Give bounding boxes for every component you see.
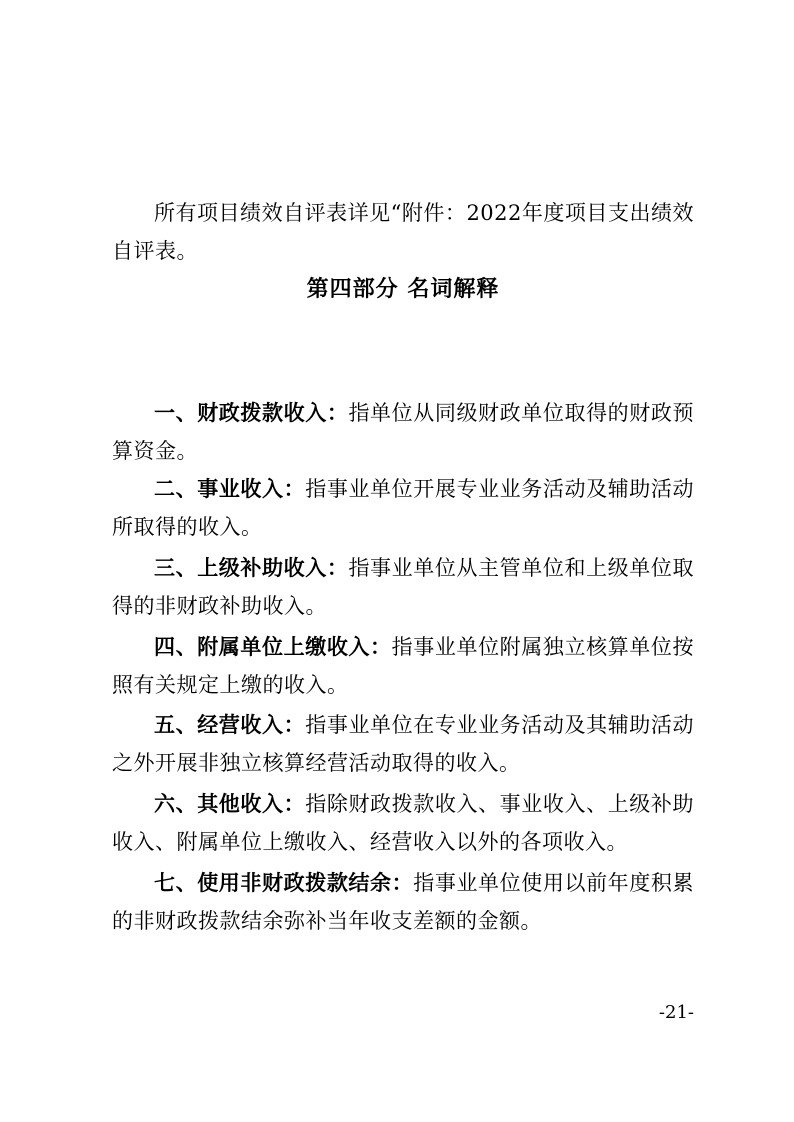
definition-text: 指事业单位从主管单位和上级单位取得的非财政补助收入。 [112,556,694,618]
definition-text: 指事业单位使用以前年度积累的非财政拨款结余弥补当年收支差额的金额。 [112,871,694,933]
definition-term: 四、附属单位上缴收入： [154,635,392,659]
definition-item [112,706,694,782]
definition-term: 五、经营收入： [154,713,306,737]
definition-text: 指除财政拨款收入、事业收入、上级补助收入、附属单位上缴收入、经营收入以外的各项收入。 [112,792,695,854]
definition-item [112,394,694,470]
definition-text: 指事业单位在专业业务活动及其辅助活动之外开展非独立核算经营活动取得的收入。 [112,713,695,775]
definition-term: 六、其他收入： [154,792,306,816]
definition-item [112,864,694,940]
definition-term: 一、财政拨款收入： [154,401,349,425]
definition-item [112,628,694,704]
section-title: 第四部分 名词解释 [306,277,500,302]
page-number: -21- [658,1002,694,1023]
definition-term: 七、使用非财政拨款结余： [154,871,414,895]
definition-term: 三、上级补助收入： [154,556,349,580]
definition-text: 指事业单位开展专业业务活动及辅助活动所取得的收入。 [112,477,695,539]
definition-item [112,785,694,861]
definition-item [112,549,694,625]
definition-text: 指单位从同级财政单位取得的财政预算资金。 [112,401,694,463]
intro-paragraph: 所有项目绩效自评表详见“附件：2022年度项目支出绩效自评表。 [112,201,694,263]
definition-term: 二、事业收入： [154,477,306,501]
definition-text: 指事业单位附属独立核算单位按照有关规定上缴的收入。 [112,635,695,697]
definition-item [112,470,694,546]
